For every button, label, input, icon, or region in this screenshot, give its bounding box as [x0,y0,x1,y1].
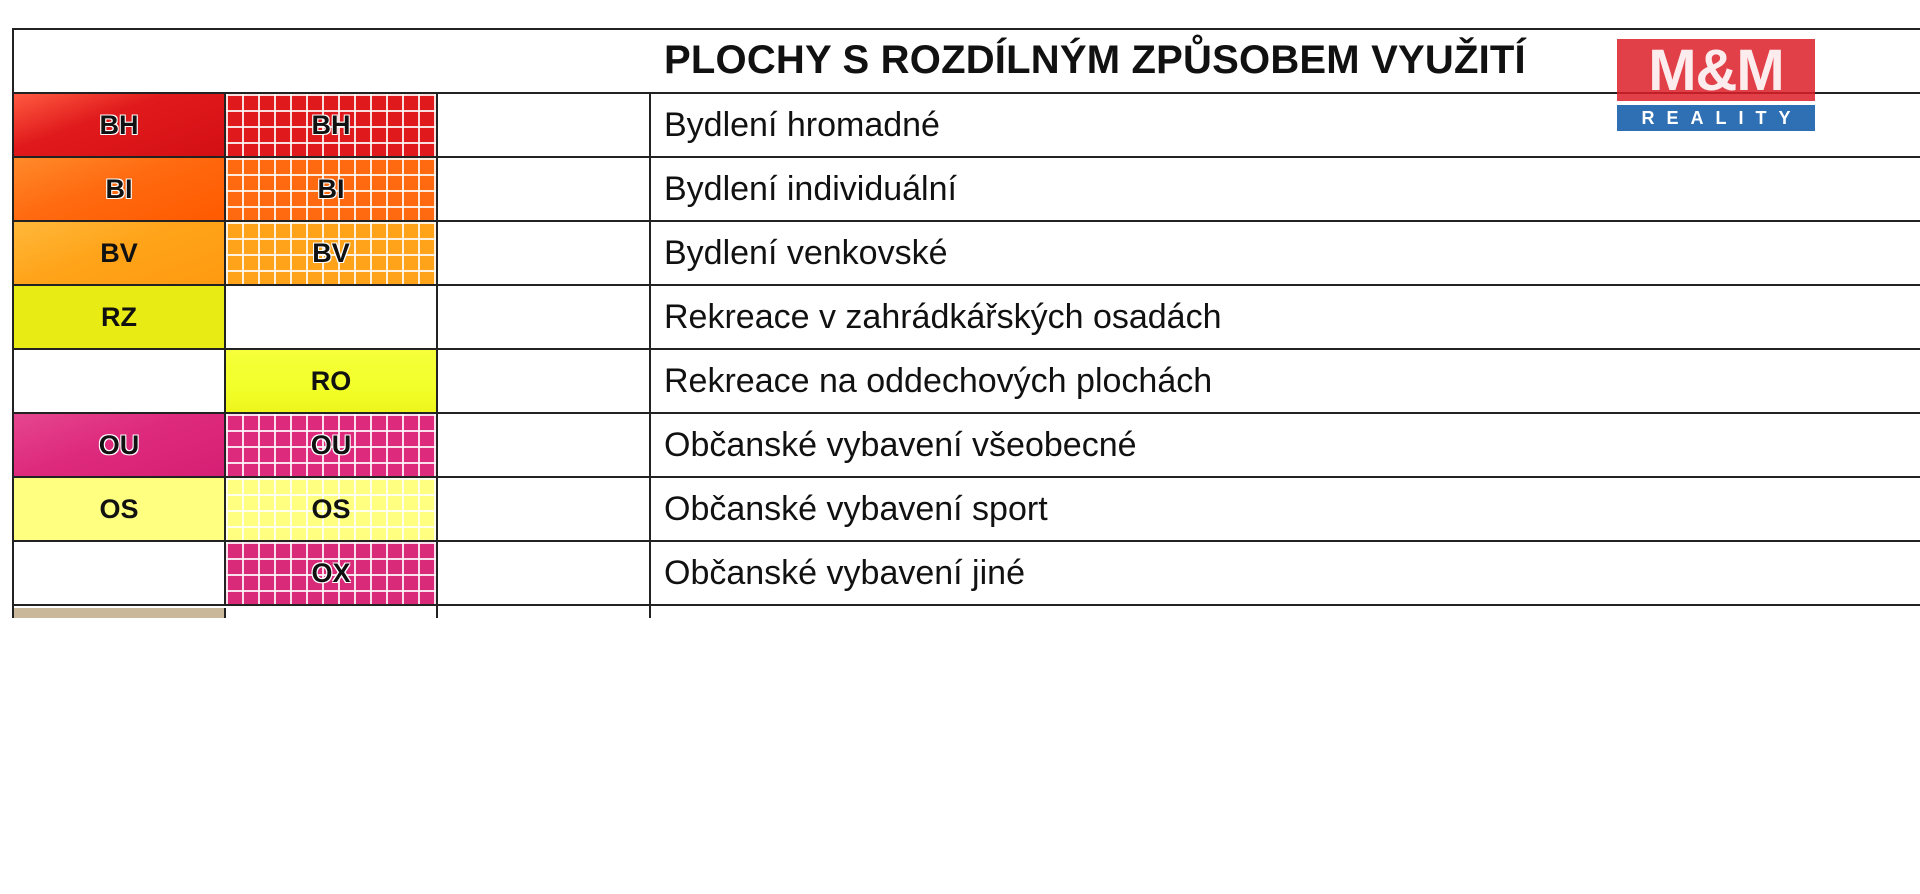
swatch-empty [14,542,226,604]
legend-row-ou [14,414,1920,478]
row-description: Bydlení individuální [664,169,957,208]
swatch-solid [14,158,226,220]
legend-row-rz [14,286,1920,350]
code-solid-label: RZ [101,301,137,332]
legend-row-ro [14,350,1920,414]
swatch-solid [14,608,226,618]
legend-row-bv [14,222,1920,286]
code-solid-label: OS [99,493,139,524]
code-grid-label: OU [310,429,352,460]
legend-title: PLOCHY S ROZDÍLNÝM ZPŮSOBEM VYUŽITÍ [664,38,1526,82]
swatch-solid [14,478,226,540]
swatch-grid [226,414,438,476]
code-solid-label: BH [99,109,139,140]
swatch-grid [226,478,438,540]
row-description: Rekreace v zahrádkářských osadách [664,297,1222,336]
swatch-empty [438,478,651,540]
swatch-grid [226,542,438,604]
row-description: Občanské vybavení sport [664,489,1048,528]
swatch-solid [14,414,226,476]
swatch-empty [438,286,651,348]
swatch-empty [14,350,226,412]
swatch-empty [438,542,651,604]
code-grid-label: OX [311,557,351,588]
swatch-solid [14,222,226,284]
swatch-solid [14,94,226,156]
swatch-solid [226,350,438,412]
legend-row-os [14,478,1920,542]
swatch-empty [438,414,651,476]
swatch-grid [226,222,438,284]
column-divider [649,606,651,618]
swatch-grid [226,158,438,220]
logo-subtitle: REALITY [1617,105,1815,131]
code-grid-label: OS [311,493,351,524]
swatch-grid [226,94,438,156]
code-grid-label: BH [311,109,351,140]
legend-row-bi [14,158,1920,222]
row-description: Bydlení hromadné [664,105,940,144]
code-grid-label: RO [310,365,352,396]
logo-mark: M&M [1617,39,1815,101]
swatch-empty [438,94,651,156]
code-grid-label: BI [317,173,345,204]
swatch-empty [438,158,651,220]
swatch-solid [14,286,226,348]
column-divider [436,606,438,618]
row-description: Občanské vybavení všeobecné [664,425,1137,464]
legend-row-partial [14,606,1920,618]
mm-reality-logo [1617,39,1815,131]
legend-row-ox [14,542,1920,606]
swatch-empty [438,350,651,412]
code-solid-label: BI [105,173,133,204]
row-description: Občanské vybavení jiné [664,553,1025,592]
code-solid-label: BV [100,237,138,268]
code-solid-label: OU [98,429,140,460]
code-grid-label: BV [312,237,350,268]
swatch-empty [438,222,651,284]
swatch-empty [226,286,438,348]
row-description: Bydlení venkovské [664,233,948,272]
row-description: Rekreace na oddechových plochách [664,361,1213,400]
